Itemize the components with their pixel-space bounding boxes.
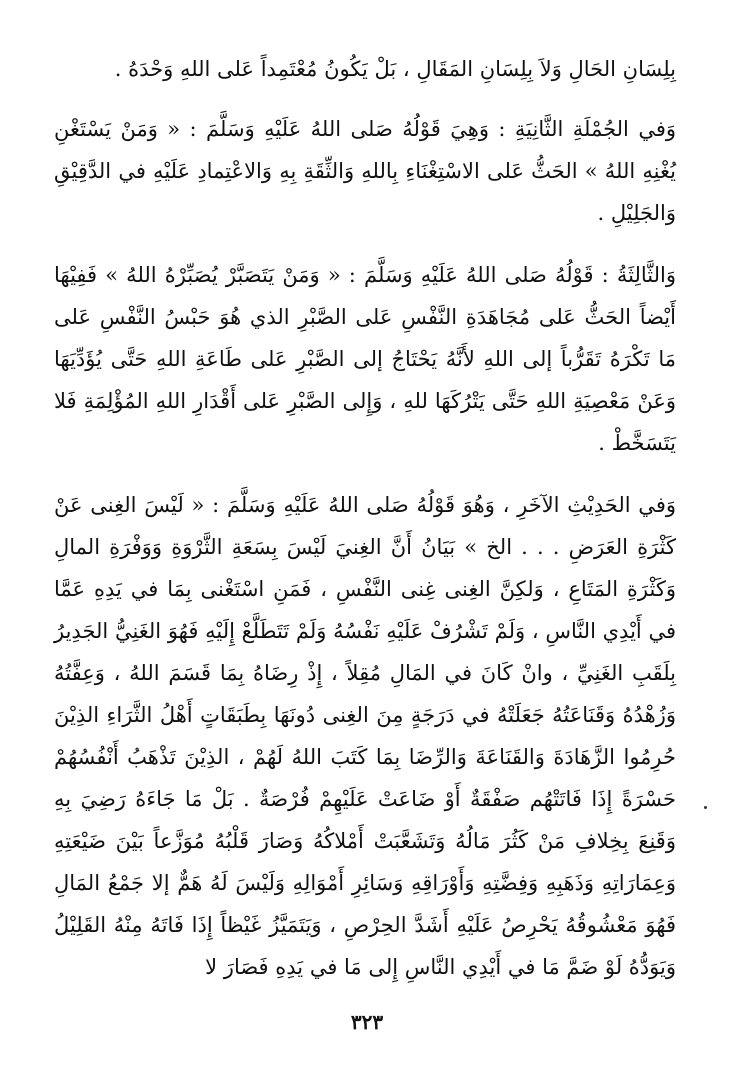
paragraph-2: وَفي الجُمْلَةِ الثَّانِيَةِ : وَهِيَ قَوْلُهُ صَلى اللهُ عَلَيْهِ وَسَلَّمَ : « وَمَنْ يَسْتَغْنِ يُغْنِهِ اللهُ » الحَثُّ عَلى الاسْتِغْنَاءِ بِاللهِ وَالثِّقَةِ بِهِ وَالاعْتِمادِ عَلَيْهِ في الدَّقِيْقِ وَالجَلِيْلِ .	[54, 117, 676, 225]
paragraph-3: وَالثَّالِثَةُ : قَوْلُهُ صَلى اللهُ عَلَيْهِ وَسَلَّمَ : « وَمَنْ يَتَصَبَّرْ يُصَبِّرْهُ اللهُ » فَفِيْهَا أَيْضاً الحَثُّ عَلى مُجَاهَدَةِ النَّفْسِ عَلى الصَّبْرِ الذي هُوَ حَبْسُ النَّفْسِ عَلى مَا تَكْرَهُ تَقَرُّباً إلى اللهِ لأَنَّهُ يَحْتَاجُ إلى الصَّبْرِ عَلى طَاعَةِ اللهِ حَتَّى يُؤَدِّيَهَا وَعَنْ مَعْصِيَةِ اللهِ حَتَّى يَتْرُكَهَا للهِ ، وَإِلى الصَّبْرِ عَلى أَقْدَارِ اللهِ المُؤْلِمَةِ فَلا يَتَسَخَّطْ .	[54, 263, 676, 455]
paragraph-1: بِلِسَانِ الحَالِ وَلاَ بِلِسَانِ المَقَالِ ، بَلْ يَكُونُ مُعْتَمِداً عَلى اللهِ وَحْدَهُ .	[114, 57, 676, 81]
scan-speck	[704, 806, 707, 809]
body-text	[54, 48, 676, 988]
paragraph-4: وَفي الحَدِيْثِ الآخَرِ ، وَهُوَ قَوْلُهُ صَلى اللهُ عَلَيْهِ وَسَلَّمَ : « لَيْسَ الغِنى عَنْ كَثْرَةِ العَرَضِ . . . الخ » بَيَانُ أَنَّ الغِنيَ لَيْسَ بِسَعَةِ الثَّرْوَةِ وَوَفْرَةِ المالِ وَكَثْرَةِ المَتَاعِ ، وَلكِنَّ الغِنى غِنى النَّفْسِ ، فَمَنِ اسْتَغْنى بِمَا في يَدِهِ عَمَّا في أَيْدِي النَّاسِ ، وَلَمْ تَشْرُفْ عَلَيْهِ نَفْسُهُ وَلَمْ تَتَطَلَّعْ إِلَيْهِ فَهُوَ الغَنِيُّ الجَدِيرُ بِلَقَبِ الغَنِيِّ ، وانْ كَانَ في المَالِ مُقِلاً ، إِذْ رِضَاهُ بِمَا قَسَمَ اللهُ ، وَعِفَّتُهُ وَزُهْدُهُ وَقَنَاعَتُهُ جَعَلَتْهُ في دَرَجَةٍ مِنَ الغِنى دُونَهَا بِطَبَقَاتٍ أَهْلُ الثَّرَاءِ الذِيْنَ حُرِمُوا الزَّهَادَةَ وَالقَنَاعَةَ وَالرِّضَا بِمَا كَتَبَ اللهُ لَهُمْ ، الذِيْنَ تَذْهَبُ أَنْفُسُهُمْ حَسْرَةً إِذَا فَاتَتْهُم صَفْقَةٌ أَوْ ضَاعَتْ عَلَيْهِمْ فُرْصَةٌ . بَلْ مَا جَاءَهُ رَضِيَ بِهِ وَقَنِعَ بِخِلافِ مَنْ كَثُرَ مَالُهُ وَتَشَعَّبَتْ أَمْلاكُهُ وَصَارَ قَلْبُهُ مُوَزَّعاً بَيْنَ ضَيْعَتِهِ وَعِمَارَاتِهِ وَذَهَبِهِ وَفِضَّتِهِ وَأَوْرَاقِهِ وَسَائِرِ أَمْوَالِهِ وَلَيْسَ لَهُ هَمٌّ إلا جَمْعُ المَالِ فَهُوَ مَعْشُوقُهُ يَحْرِصُ عَلَيْهِ أَشَدَّ الحِرْصِ ، وَيَتَمَيَّزُ غَيْظاً إِذَا فَاتَهُ مِنْهُ القَلِيْلُ وَيَوَدُّهُ لَوْ ضَمَّ مَا في أَيْدِي النَّاسِ إِلى مَا في يَدِهِ فَصَارَ لا	[54, 493, 676, 979]
page-number: ٣٢٣	[350, 1010, 384, 1034]
